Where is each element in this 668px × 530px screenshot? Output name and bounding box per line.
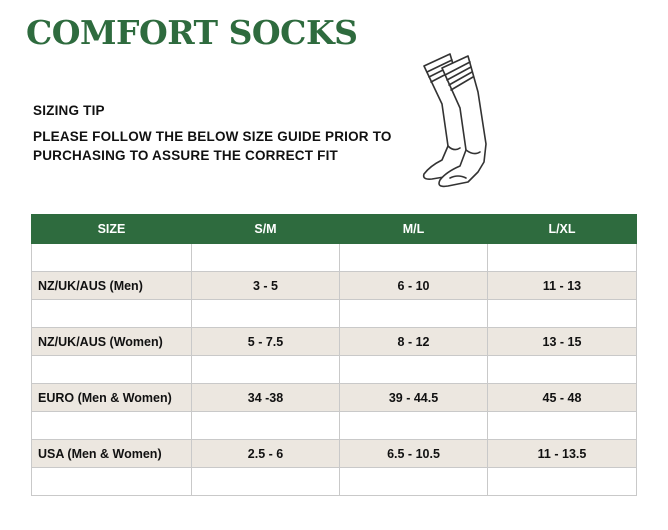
size-cell: 2.5 - 6 [192, 440, 340, 468]
table-row [32, 440, 637, 468]
size-cell: 6 - 10 [340, 272, 488, 300]
spacer-row [32, 244, 637, 272]
size-cell: 11 - 13 [488, 272, 637, 300]
size-guide-table [31, 214, 637, 496]
size-cell: 5 - 7.5 [192, 328, 340, 356]
size-cell: 3 - 5 [192, 272, 340, 300]
spacer-row [32, 300, 637, 328]
table-header-row [32, 215, 637, 244]
size-cell: 45 - 48 [488, 384, 637, 412]
size-cell: 6.5 - 10.5 [340, 440, 488, 468]
column-header-ml: M/L [340, 215, 488, 244]
sizing-tip-text [33, 127, 413, 165]
size-cell: 8 - 12 [340, 328, 488, 356]
region-label: EURO (Men & Women) [32, 384, 192, 412]
size-cell: 39 - 44.5 [340, 384, 488, 412]
column-header-lxl: L/XL [488, 215, 637, 244]
column-header-size: SIZE [32, 215, 192, 244]
table-row [32, 384, 637, 412]
sizing-tip-line-2: PURCHASING TO ASSURE THE CORRECT FIT [33, 148, 338, 163]
spacer-row [32, 356, 637, 384]
size-cell: 13 - 15 [488, 328, 637, 356]
sizing-tip-heading: SIZING TIP [33, 103, 105, 118]
size-cell: 11 - 13.5 [488, 440, 637, 468]
sizing-tip-line-1: PLEASE FOLLOW THE BELOW SIZE GUIDE PRIOR TO [33, 129, 392, 144]
region-label: NZ/UK/AUS (Men) [32, 272, 192, 300]
column-header-sm: S/M [192, 215, 340, 244]
table-row [32, 328, 637, 356]
table-row [32, 272, 637, 300]
size-cell: 34 -38 [192, 384, 340, 412]
knee-high-socks-icon [416, 48, 546, 194]
spacer-row [32, 468, 637, 496]
region-label: NZ/UK/AUS (Women) [32, 328, 192, 356]
spacer-row [32, 412, 637, 440]
region-label: USA (Men & Women) [32, 440, 192, 468]
brand-title: COMFORT SOCKS [26, 13, 358, 52]
